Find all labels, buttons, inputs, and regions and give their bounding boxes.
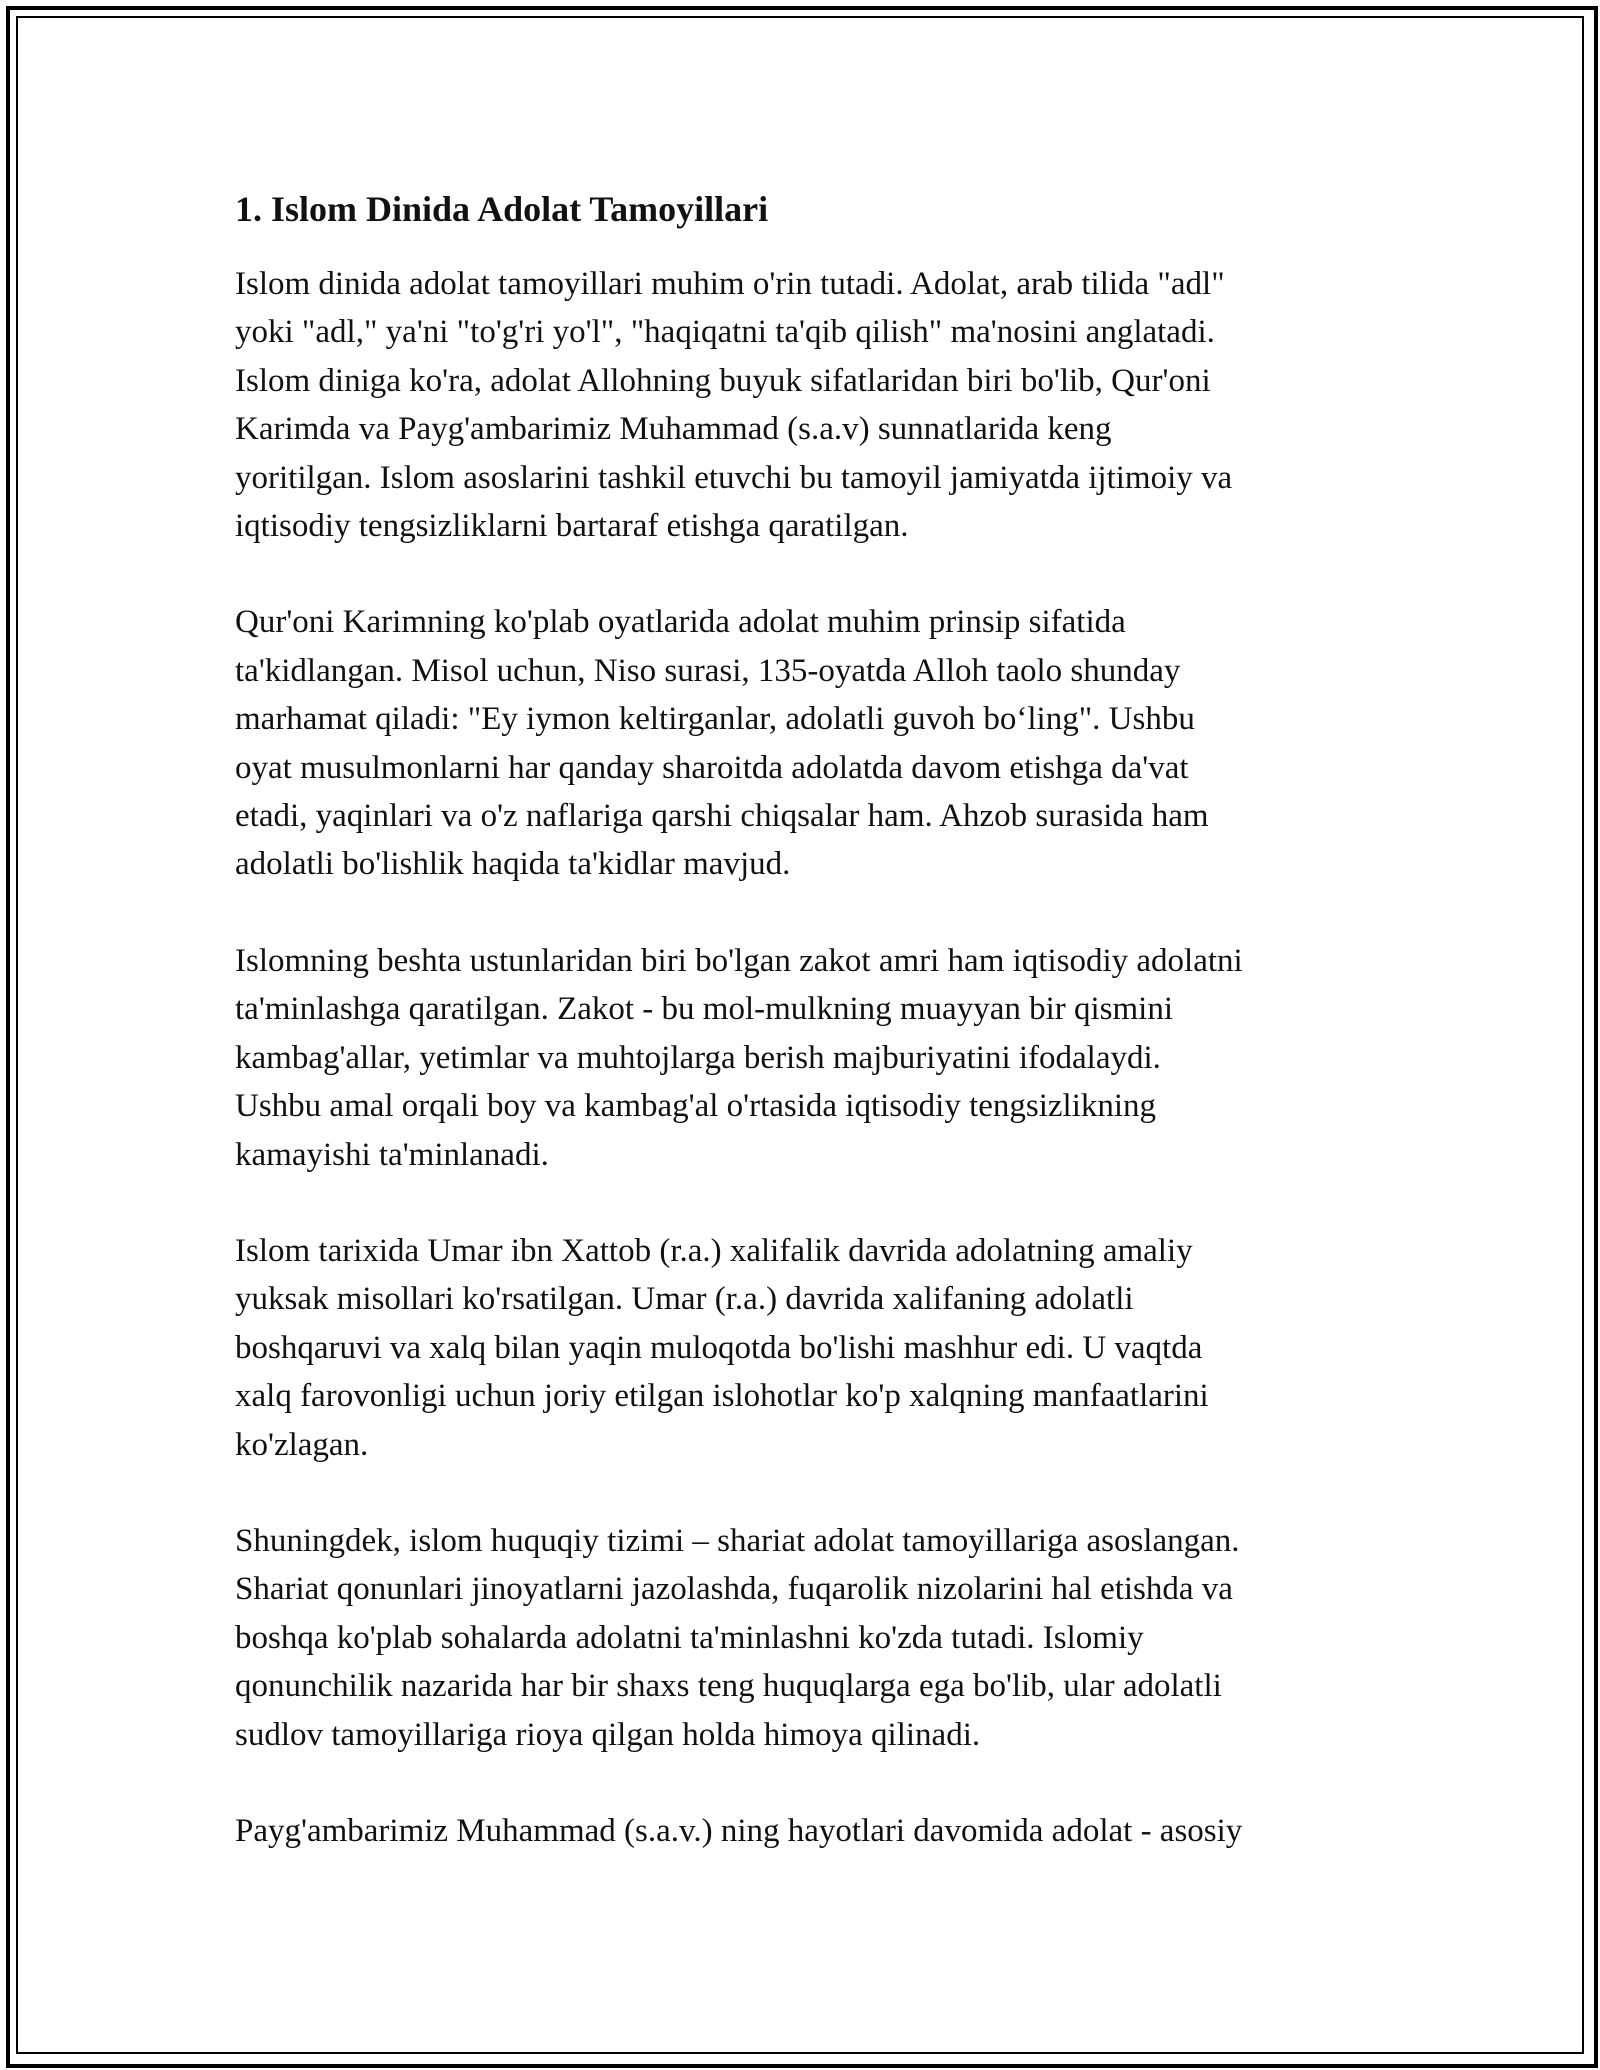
paragraph-line: sudlov tamoyillariga rioya qilgan holda himoya qilinadi. — [235, 1716, 981, 1753]
paragraph — [235, 598, 1370, 888]
paragraph-line: yoritilgan. Islom asoslarini tashkil etuvchi bu tamoyil jamiyatda ijtimoiy va — [235, 459, 1233, 496]
document-body — [235, 184, 1370, 1903]
paragraph-line: Ushbu amal orqali boy va kambag'al o'rtasida iqtisodiy tengsizlikning — [235, 1088, 1157, 1125]
paragraph-line: Islomning beshta ustunlaridan biri bo'lgan zakot amri ham iqtisodiy adolatni — [235, 942, 1243, 979]
paragraph-line: Karimda va Payg'ambarimiz Muhammad (s.a.v) sunnatlarida keng — [235, 411, 1112, 448]
paragraph-line: ta'minlashga qaratilgan. Zakot - bu mol-mulkning muayyan bir qismini — [235, 991, 1174, 1028]
paragraph-line: ko'zlagan. — [235, 1426, 369, 1463]
paragraph-line: Shuningdek, islom huquqiy tizimi – shariat adolat tamoyillariga asoslangan. — [235, 1522, 1240, 1559]
paragraph-line: Islom dinida adolat tamoyillari muhim o'rin tutadi. Adolat, arab tilida "adl" — [235, 266, 1225, 302]
paragraph-line: Shariat qonunlari jinoyatlarni jazolashda, fuqarolik nizolarini hal etishda va — [235, 1571, 1233, 1608]
paragraph-list — [235, 260, 1370, 1855]
paragraph-line: boshqa ko'plab sohalarda adolatni ta'minlashni ko'zda tutadi. Islomiy — [235, 1619, 1144, 1656]
paragraph-line: qonunchilik nazarida har bir shaxs teng huquqlarga ega bo'lib, ular adolatli — [235, 1668, 1222, 1705]
paragraph — [235, 1517, 1370, 1759]
paragraph-line: iqtisodiy tengsizliklarni bartaraf etishga qaratilgan. — [235, 508, 909, 545]
paragraph-line: adolatli bo'lishlik haqida ta'kidlar mavjud. — [235, 846, 791, 883]
paragraph-line: Qur'oni Karimning ko'plab oyatlarida adolat muhim prinsip sifatida — [235, 604, 1126, 641]
paragraph-line: Islom tarixida Umar ibn Xattob (r.a.) xalifalik davrida adolatning amaliy — [235, 1232, 1193, 1269]
paragraph-line: etadi, yaqinlari va o'z naflariga qarshi chiqsalar ham. Ahzob surasida ham — [235, 798, 1209, 835]
paragraph-line: ta'kidlangan. Misol uchun, Niso surasi, 135-oyatda Alloh taolo shunday — [235, 652, 1181, 689]
paragraph — [235, 1227, 1370, 1469]
paragraph-line: Payg'ambarimiz Muhammad (s.a.v.) ning hayotlari davomida adolat - asosiy — [235, 1812, 1243, 1849]
paragraph-line: oyat musulmonlarni har qanday sharoitda adolatda davom etishga da'vat — [235, 749, 1189, 786]
paragraph-line: xalq farovonligi uchun joriy etilgan islohotlar ko'p xalqning manfaatlarini — [235, 1378, 1209, 1415]
section-heading: 1. Islom Dinida Adolat Tamoyillari — [235, 189, 769, 229]
paragraph-line: marhamat qiladi: "Ey iymon keltirganlar, adolatli guvoh bo‘ling". Ushbu — [235, 701, 1195, 738]
paragraph — [235, 937, 1370, 1179]
paragraph-line: kambag'allar, yetimlar va muhtojlarga berish majburiyatini ifodalaydi. — [235, 1039, 1161, 1076]
paragraph-line: yoki "adl," ya'ni "to'g'ri yo'l", "haqiqatni ta'qib qilish" ma'nosini anglatadi. — [235, 314, 1215, 351]
paragraph — [235, 260, 1370, 550]
paragraph-line: boshqaruvi va xalq bilan yaqin muloqotda bo'lishi mashhur edi. U vaqtda — [235, 1329, 1203, 1366]
paragraph-line: Islom diniga ko'ra, adolat Allohning buyuk sifatlaridan biri bo'lib, Qur'oni — [235, 362, 1211, 399]
paragraph — [235, 1807, 1370, 1855]
paragraph-line: kamayishi ta'minlanadi. — [235, 1136, 549, 1173]
paragraph-line: yuksak misollari ko'rsatilgan. Umar (r.a.) davrida xalifaning adolatli — [235, 1281, 1134, 1318]
